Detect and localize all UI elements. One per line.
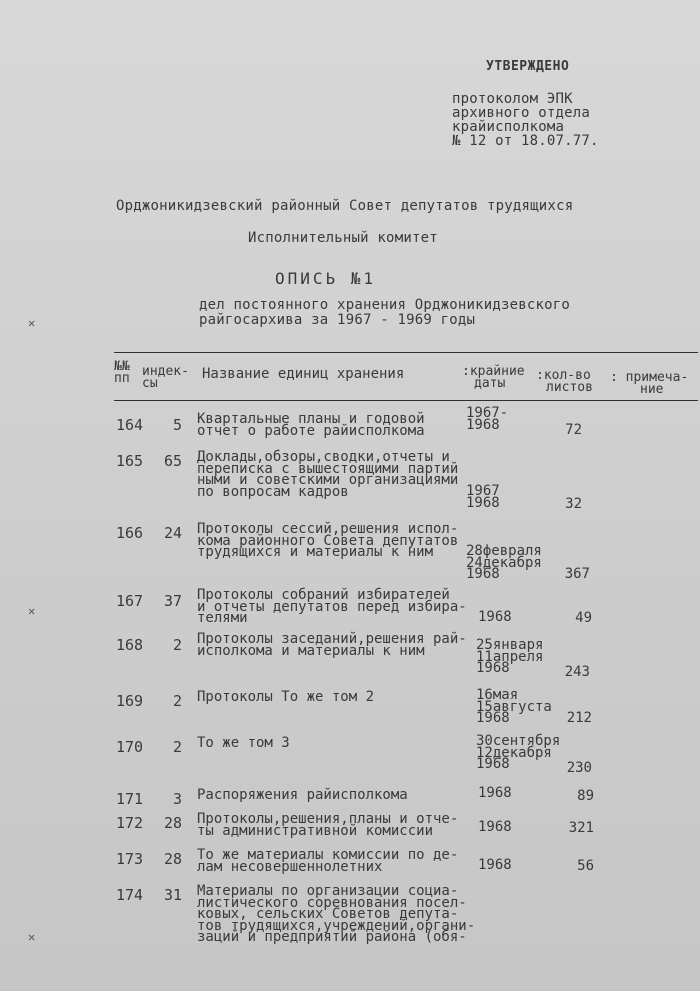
row-index: 2	[172, 692, 182, 710]
row-number: 168	[116, 636, 144, 654]
row-index: 3	[172, 790, 182, 808]
row-number: 169	[116, 692, 144, 710]
row-sheets: 230	[566, 760, 592, 776]
punch-mark: ✕	[28, 604, 36, 618]
table-top-rule	[114, 352, 698, 353]
document-title: ОПИСЬ №1	[275, 269, 377, 288]
subtitle-line: райгосархива за 1967 - 1969 годы	[199, 312, 476, 328]
col-header-dates: :крайние даты	[462, 364, 525, 391]
row-index: 24	[163, 524, 182, 542]
row-index: 28	[163, 850, 182, 868]
row-number: 166	[116, 524, 144, 542]
row-index: 5	[172, 416, 182, 434]
row-dates: 1967- 1968	[466, 405, 509, 433]
row-sheets: 72	[565, 422, 582, 438]
row-number: 173	[116, 850, 144, 868]
row-title: Квартальные планы и годовой отчет о работе райисполкома	[197, 411, 425, 439]
committee-name: Исполнительный комитет	[248, 230, 438, 246]
col-header-title: Название единиц хранения	[202, 366, 405, 382]
row-title: То же том 3	[197, 735, 290, 751]
row-index: 65	[163, 452, 182, 470]
row-title: То же материалы комиссии по де- лам несовершеннолетних	[197, 847, 459, 875]
row-sheets: 212	[566, 710, 592, 726]
row-title: Протоколы сессий,решения испол- кома районного Совета депутатов трудящихся и материалы к ним	[197, 521, 459, 560]
row-title: Доклады,обзоры,сводки,отчеты и переписка с вышестоящими партий ными и советскими организациями по вопросам кадров	[197, 449, 459, 500]
row-dates: 1968	[478, 819, 512, 835]
row-dates: 1968	[478, 785, 512, 801]
col-header-sheets: :кол-во листов	[536, 368, 593, 395]
row-index: 2	[172, 738, 182, 756]
approval-line: протоколом ЭПК	[452, 91, 573, 107]
col-header-notes: : примеча- ние	[610, 370, 689, 397]
row-title: Распоряжения райисполкома	[197, 787, 408, 803]
row-number: 171	[116, 790, 144, 808]
row-number: 172	[116, 814, 144, 832]
row-index: 2	[172, 636, 182, 654]
row-index: 31	[163, 886, 182, 904]
row-dates: 1968	[478, 609, 512, 625]
row-dates: 16мая 15августа 1968	[476, 687, 552, 726]
row-number: 167	[116, 592, 144, 610]
row-dates: 1968	[478, 857, 512, 873]
table-header-rule	[114, 400, 698, 401]
row-sheets: 32	[565, 496, 582, 512]
approval-title: УТВЕРЖДЕНО	[486, 59, 570, 74]
col-header-num: №№ пп	[114, 359, 130, 386]
row-number: 165	[116, 452, 144, 470]
row-number: 164	[116, 416, 144, 434]
col-header-index: индек- сы	[142, 364, 189, 391]
row-dates: 1967 1968	[466, 483, 500, 511]
row-sheets: 49	[575, 610, 592, 626]
row-sheets: 321	[568, 820, 594, 836]
row-sheets: 243	[564, 664, 590, 680]
row-title: Материалы по организации социа- листического соревнования посел- ковых, сельских Советов депута- тов трудящихся,учреждений,органи- заций и предприятий района (обя-	[197, 883, 476, 945]
row-dates: 28февраля 24декабря 1968	[466, 543, 542, 582]
council-name: Орджоникидзевский районный Совет депутатов трудящихся	[116, 198, 574, 214]
approval-line: архивного отдела	[452, 105, 591, 121]
row-index: 28	[163, 814, 182, 832]
row-title: Протоколы заседаний,решения рай- исполкома и материалы к ним	[197, 631, 467, 659]
approval-protocol	[452, 92, 599, 148]
punch-mark: ✕	[28, 316, 36, 330]
approval-line: крайисполкома	[452, 119, 565, 135]
row-number: 174	[116, 886, 144, 904]
row-dates: 30сентября 12декабря 1968	[476, 733, 561, 772]
punch-mark: ✕	[28, 930, 36, 944]
row-title: Протоколы,решения,планы и отче- ты административной комиссии	[197, 811, 459, 839]
row-sheets: 89	[577, 788, 594, 804]
subtitle-line: дел постоянного хранения Орджоникидзевского	[199, 297, 571, 313]
row-index: 37	[163, 592, 182, 610]
row-title: Протоколы То же том 2	[197, 689, 375, 705]
row-title: Протоколы собраний избирателей и отчеты депутатов перед избира- телями	[197, 587, 467, 626]
document-subtitle	[199, 298, 570, 328]
approval-line: № 12 от 18.07.77.	[452, 133, 599, 149]
row-dates: 25января 11апреля 1968	[476, 637, 544, 676]
row-sheets: 56	[577, 858, 594, 874]
row-sheets: 367	[564, 566, 590, 582]
row-number: 170	[116, 738, 144, 756]
